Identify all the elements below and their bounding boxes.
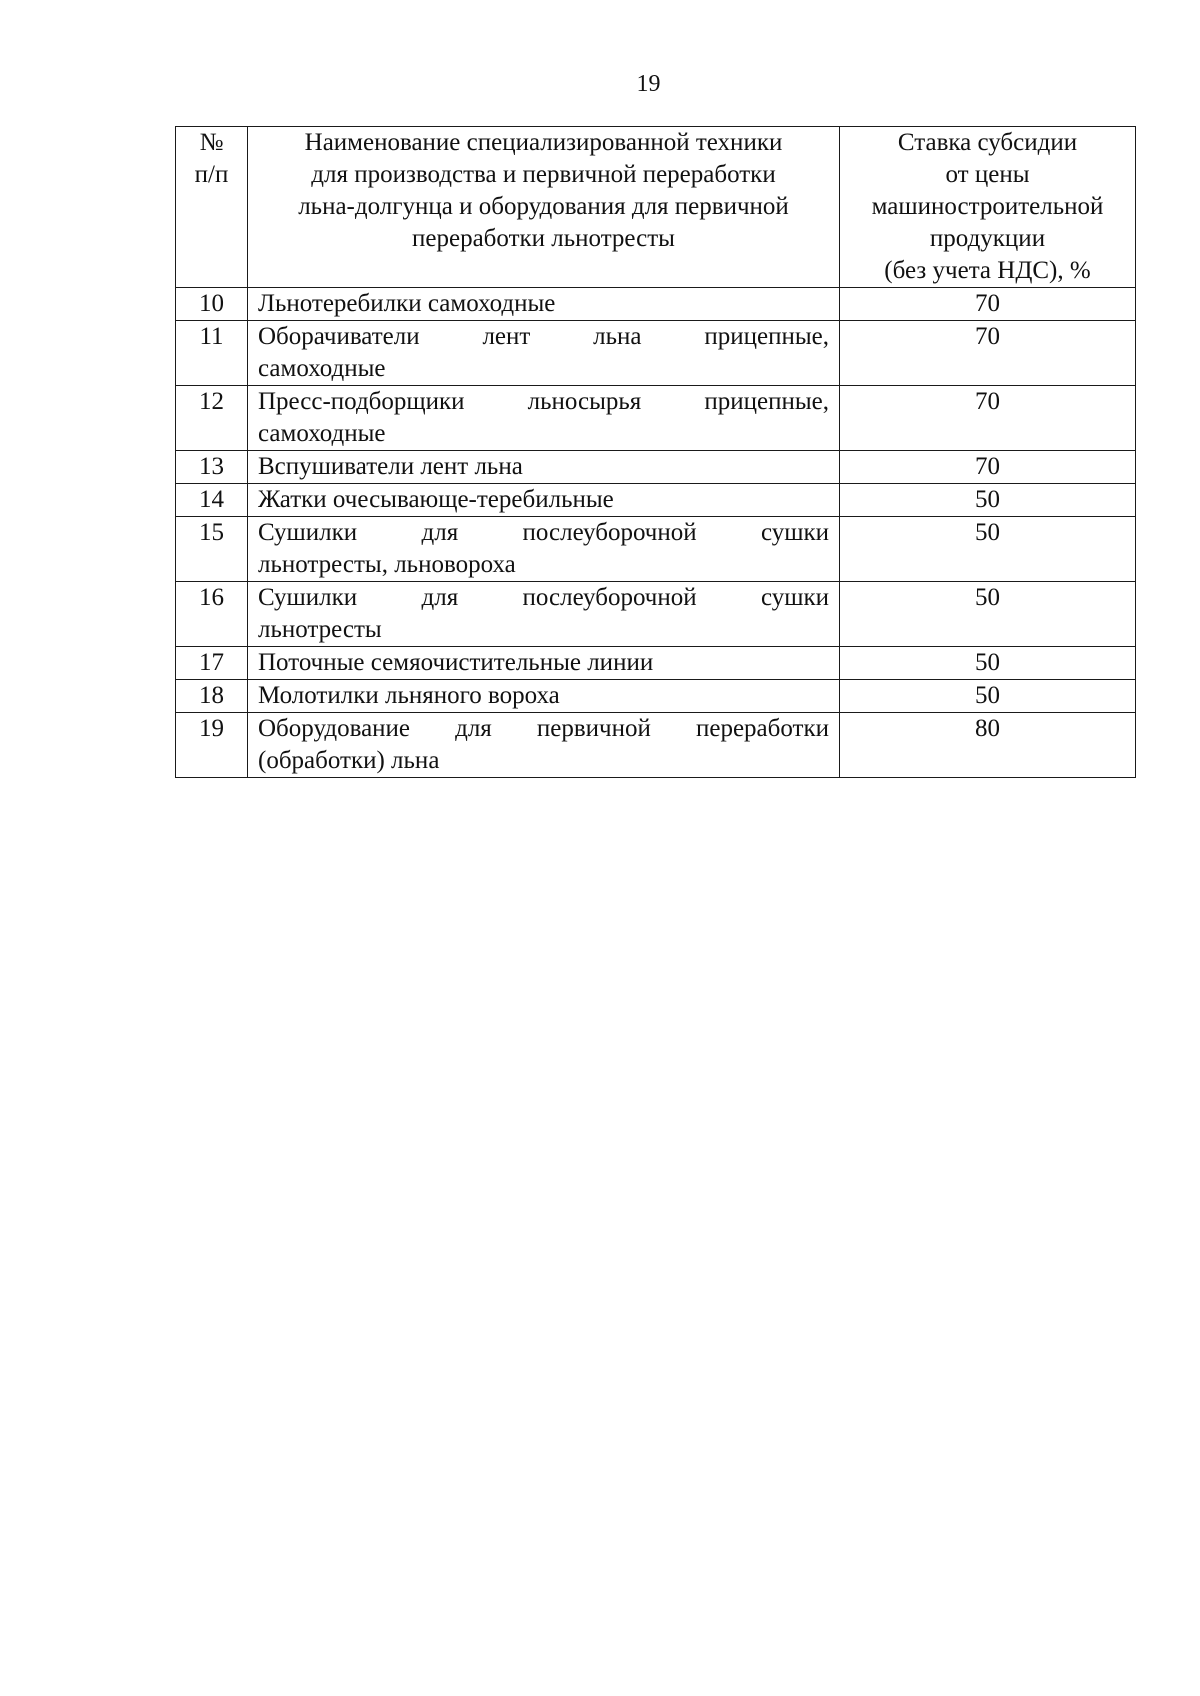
row-rate: 50 <box>840 647 1136 680</box>
header-name-line: для производства и первичной переработки <box>311 161 776 188</box>
table-row <box>176 484 1136 517</box>
header-rate-line: (без учета НДС), % <box>884 257 1091 284</box>
row-name-line: Молотилки льняного вороха <box>258 682 560 709</box>
row-name <box>248 484 840 517</box>
row-name-line: самоходные <box>258 355 386 382</box>
row-name <box>248 386 840 451</box>
row-name <box>248 321 840 386</box>
header-rate-line: продукции <box>929 225 1046 252</box>
row-number: 17 <box>176 647 248 680</box>
header-name-line: переработки льнотресты <box>412 225 675 252</box>
row-number: 12 <box>176 386 248 451</box>
row-name-line: самоходные <box>258 420 386 447</box>
row-name <box>248 288 840 321</box>
row-name <box>248 680 840 713</box>
row-number: 13 <box>176 451 248 484</box>
row-number: 14 <box>176 484 248 517</box>
row-number: 10 <box>176 288 248 321</box>
row-name-line: Жатки очесывающе-теребильные <box>258 486 614 513</box>
row-rate: 80 <box>840 713 1136 778</box>
table-row <box>176 451 1136 484</box>
row-rate: 50 <box>840 517 1136 582</box>
row-rate: 50 <box>840 680 1136 713</box>
row-number: 18 <box>176 680 248 713</box>
row-rate: 70 <box>840 386 1136 451</box>
row-name <box>248 582 840 647</box>
row-name-line: (обработки) льна <box>258 747 440 774</box>
row-name-line: Сушилки для послеуборочной сушки <box>258 519 829 546</box>
header-rate-line: от цены <box>945 161 1030 188</box>
row-name-line: льнотресты <box>258 616 382 643</box>
table-row <box>176 713 1136 778</box>
row-rate: 50 <box>840 582 1136 647</box>
header-name-line: Наименование специализированной техники <box>304 129 783 156</box>
row-rate: 70 <box>840 288 1136 321</box>
table-row <box>176 680 1136 713</box>
page-number: 19 <box>636 71 661 97</box>
header-rate <box>840 127 1136 288</box>
header-name <box>248 127 840 288</box>
table-row <box>176 288 1136 321</box>
header-number-line: п/п <box>194 161 229 188</box>
header-name-line: льна-долгунца и оборудования для первичной <box>298 193 789 220</box>
header-number <box>176 127 248 288</box>
table-row <box>176 582 1136 647</box>
row-name-line: Вспушиватели лент льна <box>258 453 523 480</box>
header-number-line: № <box>199 129 224 156</box>
row-number: 16 <box>176 582 248 647</box>
row-rate: 50 <box>840 484 1136 517</box>
table-header-row <box>176 127 1136 288</box>
table-row <box>176 321 1136 386</box>
row-name <box>248 517 840 582</box>
row-number: 19 <box>176 713 248 778</box>
row-name-line: Поточные семяочистительные линии <box>258 649 654 676</box>
header-rate-line: машиностроительной <box>871 193 1104 220</box>
table-row <box>176 647 1136 680</box>
row-name-line: Оборачиватели лент льна прицепные, <box>258 323 829 350</box>
row-name-line: Сушилки для послеуборочной сушки <box>258 584 829 611</box>
row-name <box>248 451 840 484</box>
row-rate: 70 <box>840 451 1136 484</box>
row-name-line: Льнотеребилки самоходные <box>258 290 556 317</box>
row-name-line: Пресс-подборщики льносырья прицепные, <box>258 388 829 415</box>
row-rate: 70 <box>840 321 1136 386</box>
row-name-line: Оборудование для первичной переработки <box>258 715 829 742</box>
table-row <box>176 517 1136 582</box>
table-row <box>176 386 1136 451</box>
row-name <box>248 647 840 680</box>
row-name-line: льнотресты, льновороха <box>258 551 516 578</box>
subsidy-table <box>175 126 1136 778</box>
row-number: 11 <box>176 321 248 386</box>
row-name <box>248 713 840 778</box>
header-rate-line: Ставка субсидии <box>897 129 1078 156</box>
row-number: 15 <box>176 517 248 582</box>
